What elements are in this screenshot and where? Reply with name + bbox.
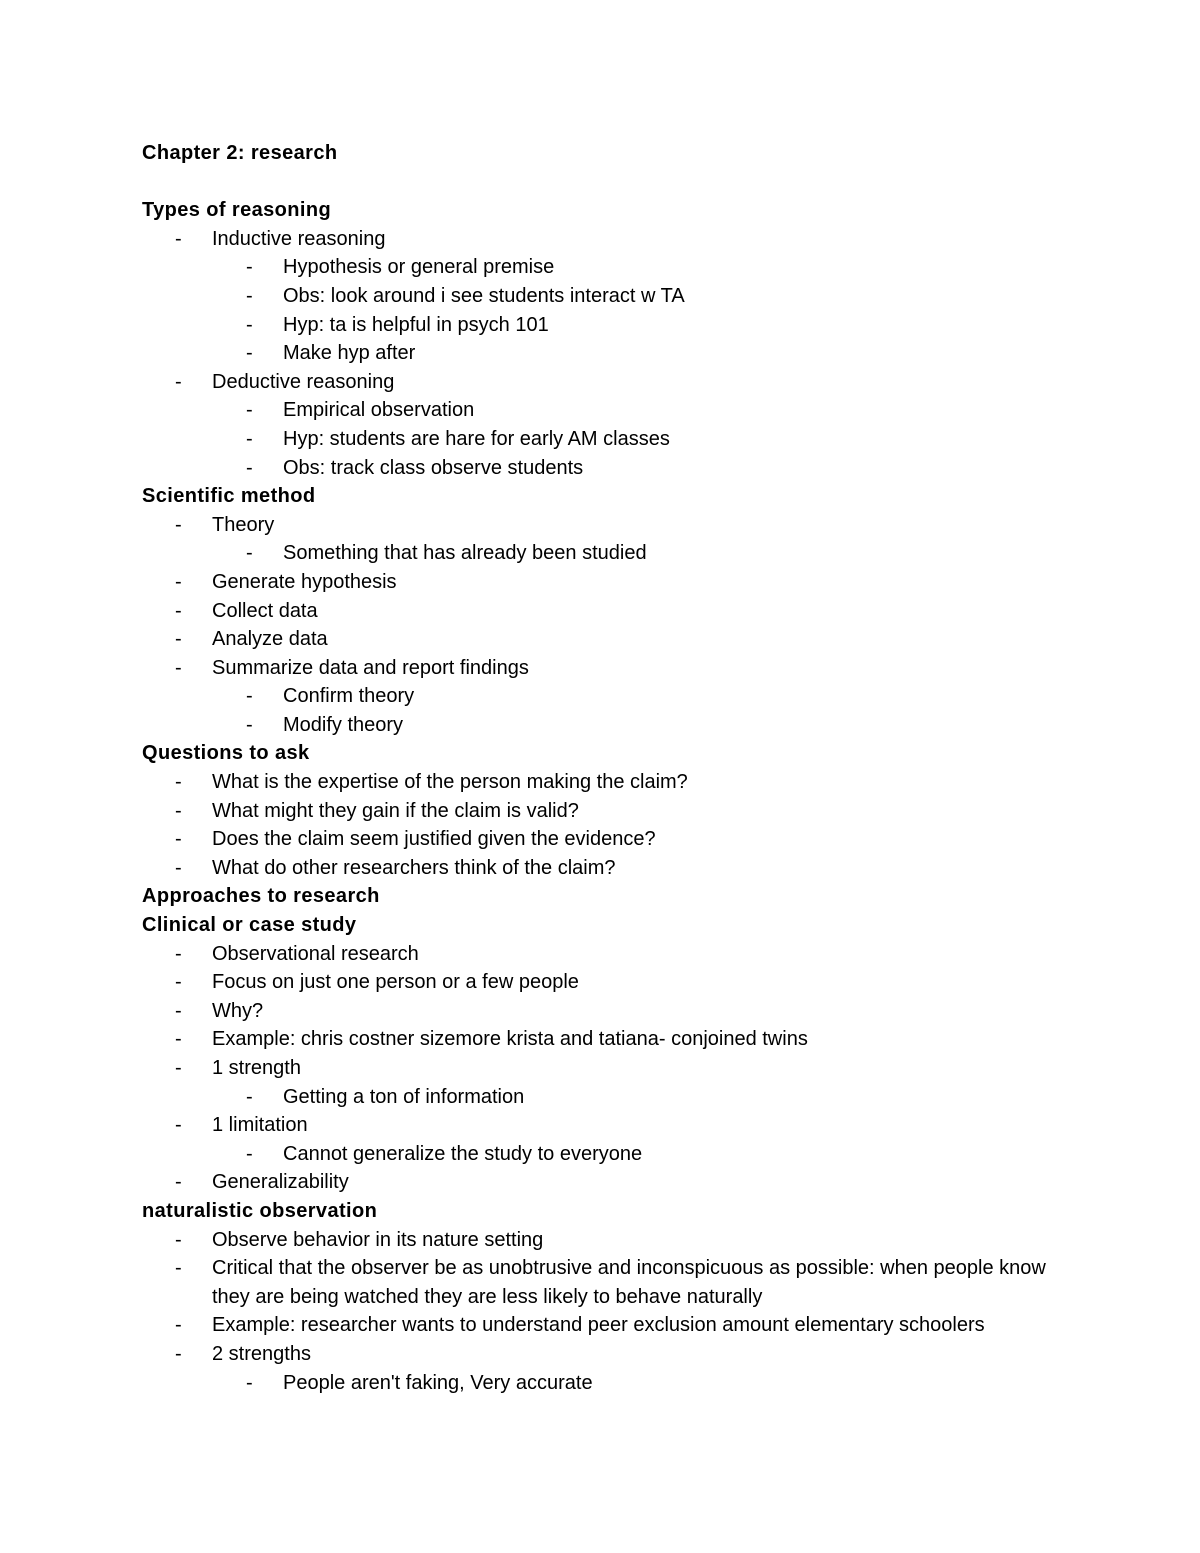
list-item-text: Generalizability [212, 1171, 349, 1194]
list-item-text: Observe behavior in its nature setting [212, 1228, 544, 1251]
list-item [142, 454, 1072, 483]
list-item-text: Make hyp after [283, 342, 416, 365]
list-item [142, 282, 1072, 311]
bullet-dash: - [175, 1342, 182, 1365]
list-item-text: Obs: look around i see students interact w TA [283, 284, 685, 307]
bullet-dash: - [246, 1085, 253, 1108]
list-item-text: People aren't faking, Very accurate [283, 1371, 593, 1394]
list-item [142, 968, 1072, 997]
section-heading: Scientific method [142, 485, 316, 508]
bullet-dash: - [175, 1228, 182, 1251]
bullet-dash: - [246, 456, 253, 479]
list-item [142, 1054, 1072, 1083]
list-item-text: Generate hypothesis [212, 570, 397, 593]
bullet-dash: - [246, 313, 253, 336]
list-item [142, 997, 1072, 1026]
list-item-text: 1 limitation [212, 1114, 308, 1137]
list-item [142, 768, 1072, 797]
bullet-dash: - [246, 399, 253, 422]
list-item [142, 597, 1072, 626]
list-item-text: Collect data [212, 599, 318, 622]
list-item [142, 825, 1072, 854]
list-item [142, 225, 1072, 254]
list-item-text: Inductive reasoning [212, 227, 386, 250]
list-item-text: Confirm theory [283, 685, 415, 708]
list-item [142, 625, 1072, 654]
list-item [142, 568, 1072, 597]
bullet-dash: - [175, 999, 182, 1022]
list-item-text: Summarize data and report findings [212, 656, 529, 679]
bullet-dash: - [246, 342, 253, 365]
list-item [142, 1369, 1072, 1398]
bullet-dash: - [175, 1114, 182, 1137]
list-item-text: Cannot generalize the study to everyone [283, 1142, 643, 1165]
list-item-text: What is the expertise of the person making the claim? [212, 771, 688, 794]
list-item [142, 511, 1072, 540]
list-item-text: 2 strengths [212, 1342, 311, 1365]
bullet-dash: - [175, 1028, 182, 1051]
list-item [142, 1311, 1072, 1340]
section-heading: Types of reasoning [142, 199, 332, 222]
list-item-text: Obs: track class observe students [283, 456, 584, 479]
list-item-text: Example: chris costner sizemore krista and tatiana- conjoined twins [212, 1028, 808, 1051]
list-item-text: What do other researchers think of the claim? [212, 856, 616, 879]
list-item [142, 1340, 1072, 1369]
list-item [142, 682, 1072, 711]
bullet-dash: - [246, 542, 253, 565]
bullet-dash: - [175, 370, 182, 393]
bullet-dash: - [246, 1371, 253, 1394]
list-item-text: Getting a ton of information [283, 1085, 525, 1108]
bullet-dash: - [246, 1142, 253, 1165]
list-item-text: Hyp: students are hare for early AM classes [283, 427, 670, 450]
page-title: Chapter 2: research [142, 142, 338, 164]
bullet-dash: - [175, 656, 182, 679]
list-item [142, 711, 1072, 740]
bullet-dash: - [175, 570, 182, 593]
notes-list [142, 196, 1072, 1397]
list-item [142, 1025, 1072, 1054]
list-item-text: 1 strength [212, 1057, 301, 1079]
list-item [142, 253, 1072, 282]
list-item [142, 1111, 1072, 1140]
bullet-dash: - [175, 828, 182, 851]
section-heading: Approaches to research [142, 885, 380, 908]
list-item [142, 654, 1072, 683]
list-item-text: Critical that the observer be as unobtrusive and inconspicuous as possible: when people know they are being watched they are less likely to behave naturally [212, 1257, 1046, 1308]
list-item-text: What might they gain if the claim is valid? [212, 799, 579, 822]
bullet-dash: - [246, 713, 253, 736]
list-item [142, 396, 1072, 425]
list-item [142, 339, 1072, 368]
bullet-dash: - [246, 685, 253, 708]
list-item-text: Something that has already been studied [283, 542, 647, 565]
list-item [142, 940, 1072, 969]
bullet-dash: - [175, 227, 182, 250]
bullet-dash: - [175, 513, 182, 536]
document-body [142, 139, 1072, 1397]
list-item-text: Observational research [212, 942, 419, 965]
bullet-dash: - [175, 1057, 182, 1079]
list-item-text: Deductive reasoning [212, 370, 395, 393]
bullet-dash: - [246, 256, 253, 279]
bullet-dash: - [246, 427, 253, 450]
list-item [142, 311, 1072, 340]
list-item [142, 797, 1072, 826]
list-item [142, 1083, 1072, 1112]
list-item-text: Empirical observation [283, 399, 475, 422]
bullet-dash: - [175, 628, 182, 651]
list-item-text: Hyp: ta is helpful in psych 101 [283, 313, 549, 336]
list-item-text: Hypothesis or general premise [283, 256, 555, 279]
list-item [142, 1254, 1072, 1311]
list-item [142, 539, 1072, 568]
bullet-dash: - [175, 856, 182, 879]
list-item-text: Why? [212, 999, 264, 1022]
list-item-text: Does the claim seem justified given the evidence? [212, 828, 656, 851]
bullet-dash: - [175, 799, 182, 822]
list-item [142, 1226, 1072, 1255]
list-item [142, 368, 1072, 397]
list-item-text: Theory [212, 513, 275, 536]
list-item [142, 854, 1072, 883]
bullet-dash: - [175, 971, 182, 994]
list-item-text: Analyze data [212, 628, 328, 651]
bullet-dash: - [175, 942, 182, 965]
section-heading: Clinical or case study [142, 914, 357, 937]
section-heading: Questions to ask [142, 742, 310, 765]
bullet-dash: - [175, 599, 182, 622]
bullet-dash: - [246, 284, 253, 307]
list-item [142, 425, 1072, 454]
list-item-text: Modify theory [283, 713, 404, 736]
list-item-text: Focus on just one person or a few people [212, 971, 579, 994]
bullet-dash: - [175, 1257, 182, 1280]
bullet-dash: - [175, 1314, 182, 1337]
section-heading: naturalistic observation [142, 1199, 378, 1222]
bullet-dash: - [175, 1171, 182, 1194]
list-item [142, 1140, 1072, 1169]
list-item-text: Example: researcher wants to understand peer exclusion amount elementary schoolers [212, 1314, 985, 1337]
list-item [142, 1168, 1072, 1197]
bullet-dash: - [175, 771, 182, 794]
